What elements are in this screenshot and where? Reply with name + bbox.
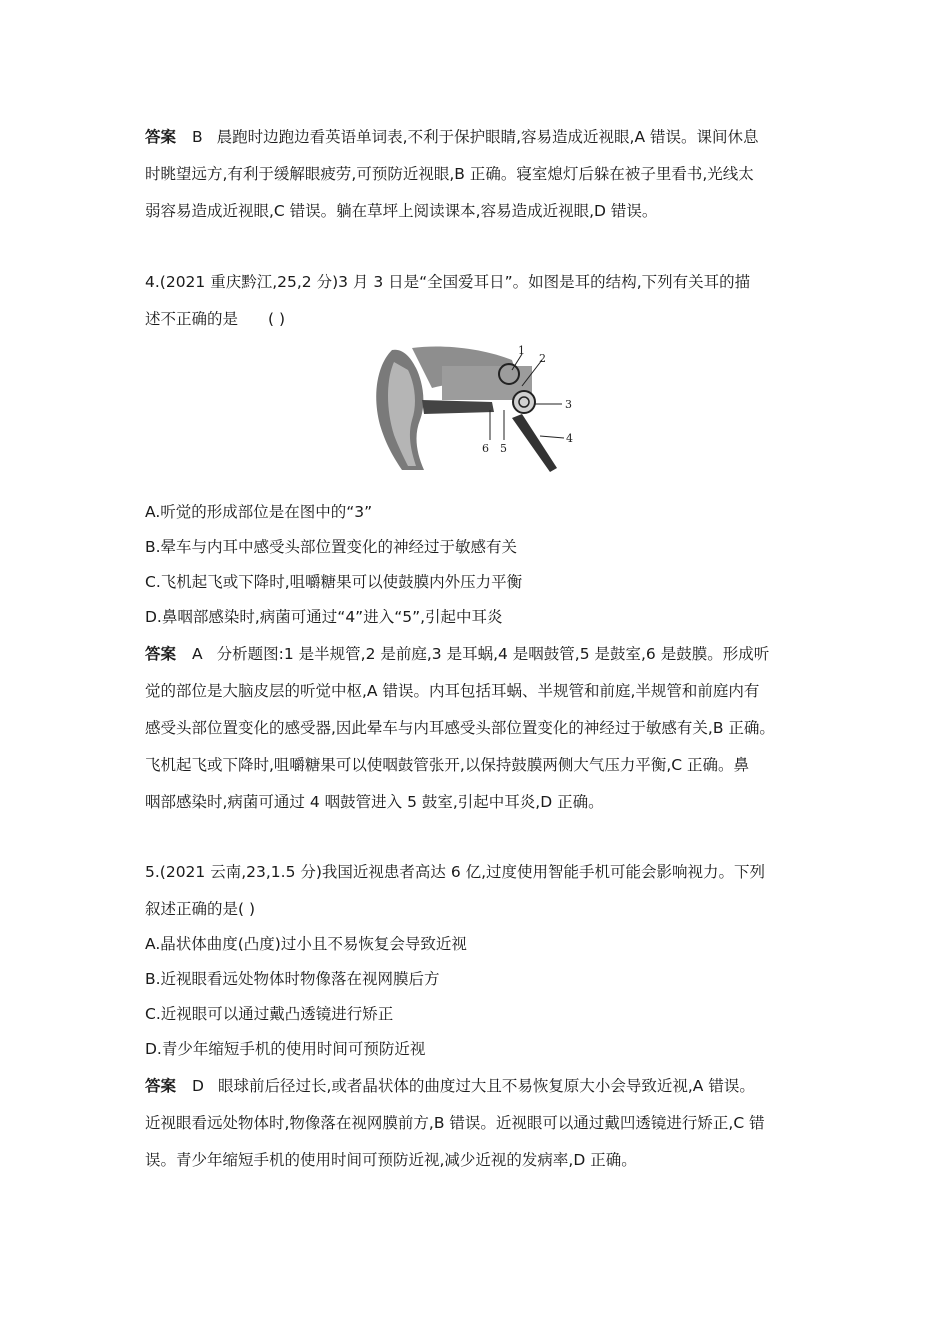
label-6: 6 (482, 442, 489, 455)
q4-answer-line-1: 答案 A 分析题图:1 是半规管,2 是前庭,3 是耳蜗,4 是咽鼓管,5 是鼓室,6 是鼓膜。形成听 (145, 645, 770, 663)
q4-answer-line-4: 飞机起飞或下降时,咀嚼糖果可以使咽鼓管张开,以保持鼓膜两侧大气压力平衡,C 正确。鼻 (145, 756, 750, 774)
q4-option-d: D.鼻咽部感染时,病菌可通过“4”进入“5”,引起中耳炎 (145, 608, 503, 626)
q5-option-b: B.近视眼看远处物体时物像落在视网膜后方 (145, 970, 440, 988)
q4-option-a: A.听觉的形成部位是在图中的“3” (145, 503, 373, 521)
answer-letter: B (192, 128, 203, 146)
answer-tag: 答案 (145, 645, 177, 663)
q3-answer-line-1: 答案 B 晨跑时边跑边看英语单词表,不利于保护眼睛,容易造成近视眼,A 错误。课间休息 (145, 128, 759, 146)
label-3: 3 (565, 398, 572, 411)
label-5: 5 (500, 442, 507, 455)
q5-option-d: D.青少年缩短手机的使用时间可预防近视 (145, 1040, 426, 1058)
q5-answer-line-3: 误。青少年缩短手机的使用时间可预防近视,减少近视的发病率,D 正确。 (145, 1151, 637, 1169)
q3-answer-line-2: 时眺望远方,有利于缓解眼疲劳,可预防近视眼,B 正确。寝室熄灯后躲在被子里看书,光线太 (145, 165, 754, 183)
answer-letter: D (192, 1077, 204, 1095)
label-1: 1 (518, 344, 525, 357)
q5-stem-line-2: 叙述正确的是( ) (145, 900, 256, 918)
q5-stem-line-1: 5.(2021 云南,23,1.5 分)我国近视患者高达 6 亿,过度使用智能手机可能会影响视力。下列 (145, 863, 766, 881)
q4-answer-line-5: 咽部感染时,病菌可通过 4 咽鼓管进入 5 鼓室,引起中耳炎,D 正确。 (145, 793, 604, 811)
q4-stem-line-2: 述不正确的是 ( ) (145, 310, 286, 328)
q5-answer-line-2: 近视眼看远处物体时,物像落在视网膜前方,B 错误。近视眼可以通过戴凹透镜进行矫正,C 错 (145, 1114, 765, 1132)
q5-option-c: C.近视眼可以通过戴凸透镜进行矫正 (145, 1005, 394, 1023)
q4-option-b: B.晕车与内耳中感受头部位置变化的神经过于敏感有关 (145, 538, 518, 556)
answer-tag: 答案 (145, 1077, 177, 1095)
answer-letter: A (192, 645, 203, 663)
label-4: 4 (566, 432, 573, 445)
label-2: 2 (539, 352, 546, 365)
q4-answer-line-2: 觉的部位是大脑皮层的听觉中枢,A 错误。内耳包括耳蜗、半规管和前庭,半规管和前庭内有 (145, 682, 760, 700)
answer-blank: ( ) (268, 310, 286, 328)
q5-option-a: A.晶状体曲度(凸度)过小且不易恢复会导致近视 (145, 935, 467, 953)
q3-answer-line-3: 弱容易造成近视眼,C 错误。躺在草坪上阅读课本,容易造成近视眼,D 错误。 (145, 202, 658, 220)
q4-stem-line-1: 4.(2021 重庆黔江,25,2 分)3 月 3 日是“全国爱耳日”。如图是耳的结构,下列有关耳的描 (145, 273, 751, 291)
q4-answer-line-3: 感受头部位置变化的感受器,因此晕车与内耳感受头部位置变化的神经过于敏感有关,B 正确。 (145, 719, 775, 737)
ear-structure-diagram (372, 340, 582, 472)
q5-answer-line-1: 答案 D 眼球前后径过长,或者晶状体的曲度过大且不易恢复原大小会导致近视,A 错误。 (145, 1077, 755, 1095)
answer-tag: 答案 (145, 128, 177, 146)
q4-option-c: C.飞机起飞或下降时,咀嚼糖果可以使鼓膜内外压力平衡 (145, 573, 523, 591)
